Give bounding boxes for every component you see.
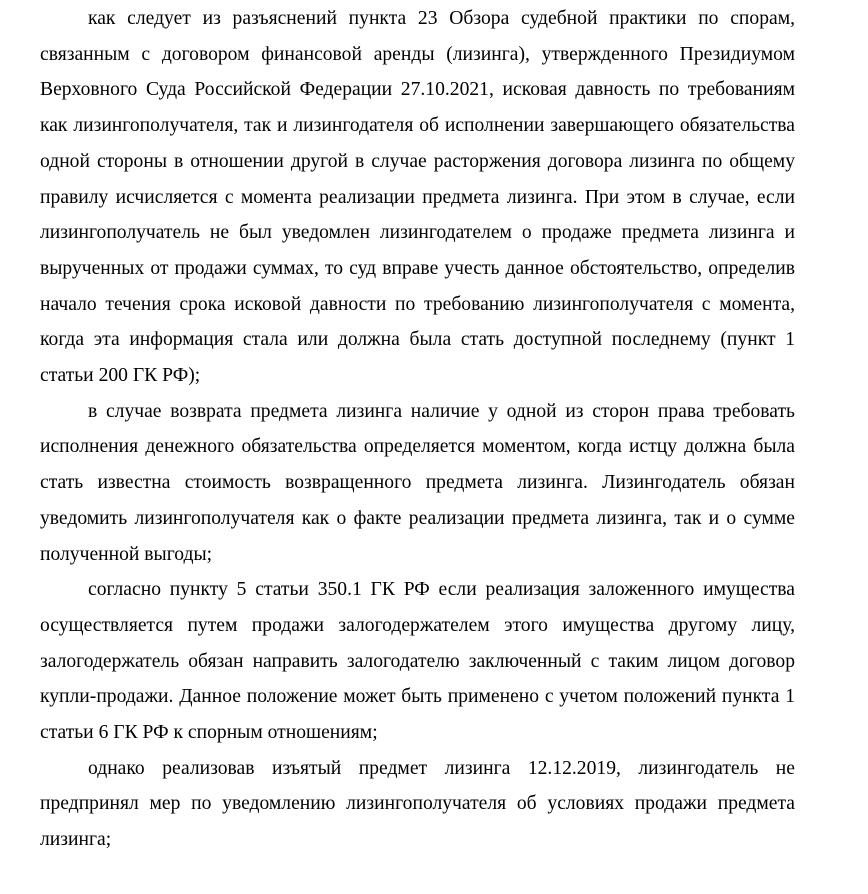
paragraph-return-of-leased-asset: в случае возврата предмета лизинга наличие у одной из сторон права требовать исполнения денежного обязательства определяется моментом, когда истцу должна была стать известна стоимость возвращенного предмета лизинга. Лизингодатель обязан уведомить лизингополучателя как о факте реализации предмета лизинга, так и о сумме полученной выгоды; xyxy=(40,400,795,565)
paragraph-limitation-period: как следует из разъяснений пункта 23 Обзора судебной практики по спорам, связанным с договором финансовой аренды (лизинга), утвержденного Президиумом Верховного Суда Российской Федерации 27.10.2021, исковая давность по требованиям как лизингополучателя, так и лизингодателя об исполнении завершающего обязательства одной стороны в отношении другой в случае расторжения договора лизинга по общему правилу исчисляется с момента реализации предмета лизинга. При этом в случае, если лизингополучатель не был уведомлен лизингодателем о продаже предмета лизинга и вырученных от продажи суммах, то суд вправе учесть данное обстоятельство, определив начало течения срока исковой давности по требованию лизингополучателя с момента, когда эта информация стала или должна была стать доступной последнему (пункт 1 статьи 200 ГК РФ); xyxy=(40,8,795,387)
paragraph-pledge-sale-notice: согласно пункту 5 статьи 350.1 ГК РФ если реализация заложенного имущества осуществляется путем продажи залогодержателем этого имущества другому лицу, залогодержатель обязан направить залогодателю заключенный с таким лицом договор купли-продажи. Данное положение может быть применено с учетом положений пункта 1 статьи 6 ГК РФ к спорным отношениям; xyxy=(40,579,795,744)
document-page xyxy=(40,1,795,858)
paragraph-lessor-failure-to-notify: однако реализовав изъятый предмет лизинга 12.12.2019, лизингодатель не предпринял мер по уведомлению лизингополучателя об условиях продажи предмета лизинга; xyxy=(40,757,795,851)
